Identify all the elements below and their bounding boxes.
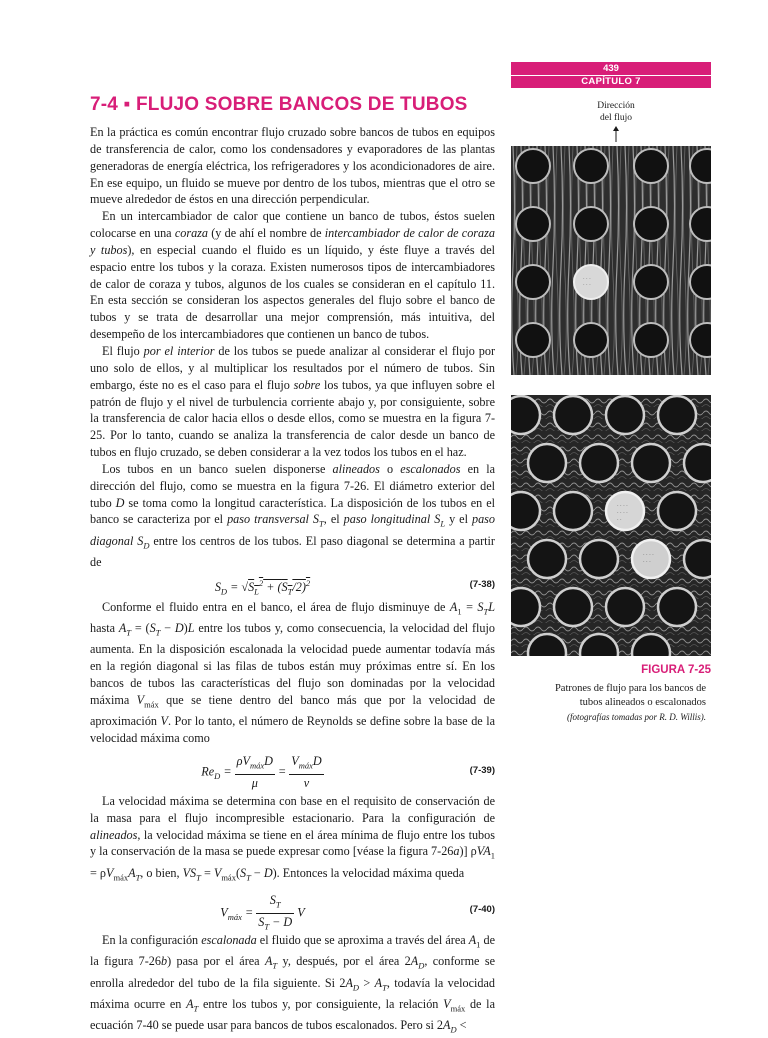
paragraph: El flujo por el interior de los tubos se puede analizar al considerar el flujo por uno solo de ellos, y al multiplicar los resultados por el número de tubos. Sin embargo, éste no es el caso para el flujo sobre los tubos, ya que influyen sobre el patrón de flujo y el nivel de turbulencia corriente abajo y, por consiguiente, sobre la transferencia de calor hacia ellos o desde ellos, como se muestra en la figura 7-25. Por lo tanto, cuando se analiza la transferencia de calor desde un banco de tubos en flujo cruzado, se deben considerar a la vez todos los tubos en el haz. bbox=[90, 343, 496, 460]
equation-number: (7-38) bbox=[469, 578, 495, 590]
photo-staggered-tube-bank bbox=[511, 395, 711, 656]
flow-arrow-icon bbox=[612, 126, 620, 142]
flow-label-line: del flujo bbox=[600, 112, 632, 123]
paragraph: La velocidad máxima se determina con base en el requisito de conservación de la masa para el flujo incompresible estacionario. Para la configuración de alineados, la velocidad máxima se tiene en el área mínima de flujo entre los tubos y la conservación de la masa se puede expresar como [véase la figura 7-26a)] $\rho VA_1 = \rho V_{máx}A_T$, o bien, $VS_T = V_{máx}(S_T - D)$. Entonces la velocidad máxima queda bbox=[90, 793, 495, 883]
figure-title: FIGURA 7-25 bbox=[641, 664, 711, 676]
svg-text:· · ·: · · · bbox=[583, 276, 591, 282]
figure-caption bbox=[511, 682, 706, 724]
flow-direction-label bbox=[561, 101, 671, 124]
page-number: 439 bbox=[603, 63, 619, 74]
body-text bbox=[90, 124, 495, 1038]
section-title: 7-4 ▪ FLUJO SOBRE BANCOS DE TUBOS bbox=[90, 94, 468, 115]
svg-text:· · ·: · · · bbox=[583, 282, 591, 288]
paragraph: Los tubos en un banco suelen disponerse alineados o escalonados en la dirección del flujo, como se muestra en la figura 7-26. El diámetro exterior del tubo D se toma como la longitud característica. La disposición de los tubos en el banco se caracteriza por el paso transversal $S_T$, el paso longitudinal $S_L$ y el paso diagonal $S_D$ entre los centros de los tubos. El paso diagonal se determina a partir de bbox=[90, 461, 496, 569]
paragraph: Conforme el fluido entra en el banco, el área de flujo disminuye de $A_1 = S_TL$ hasta $A_T = (S_T - D)L$ entre los tubos y, como consecuencia, la velocidad del flujo aumenta. En la disposición escalonada la velocidad puede aumentar todavía más en la región diagonal si las filas de tubos están muy próximas entre sí. En los bancos de tubos las características del flujo son dominadas por la velocidad máxima $V_{máx}$ que se tiene dentro del banco más que por la velocidad de aproximación V. Por lo tanto, el número de Reynolds se define sobre la base de la velocidad máxima como bbox=[90, 599, 495, 746]
caption-line: tubos alineados o escalonados bbox=[579, 697, 706, 708]
equation-7-39: $Re_D$ = $\frac{\rho V_{máx}D}{\mu}$ = $\frac{V_{máx}D}{\nu}$ (7-39) bbox=[201, 753, 495, 791]
paragraph: En la configuración escalonada el fluido que se aproxima a través del área $A_1$ de la figura 7-26b) pasa por el área $A_T$ y, después, por el área $2A_D$, conforme se enrolla alrededor del tubo de la fila siguiente. Si $2A_D > A_T$, todavía la velocidad máxima ocurre en $A_T$ entre los tubos y, por consiguiente, la relación $V_{máx}$ de la ecuación 7-40 se puede usar para bancos de tubos escalonados. Pero si $2A_D$ < bbox=[90, 932, 496, 1035]
photo-inline-tube-bank bbox=[511, 146, 711, 375]
chapter-label: CAPÍTULO 7 bbox=[581, 76, 641, 87]
equation-7-40: $V_{máx}$ = $\frac{S_T}{S_T - D}$ V (7-40) bbox=[220, 892, 495, 932]
svg-text:· ·: · · bbox=[617, 517, 622, 523]
svg-text:· · ·: · · · bbox=[643, 559, 651, 565]
caption-line: Patrones de flujo para los bancos de bbox=[554, 683, 706, 694]
svg-text:· · · ·: · · · · bbox=[643, 552, 654, 558]
svg-text:· · · ·: · · · · bbox=[617, 503, 628, 509]
equation-number: (7-40) bbox=[469, 903, 495, 915]
flow-label-line: Dirección bbox=[597, 101, 635, 111]
paragraph: En la práctica es común encontrar flujo cruzado sobre bancos de tubos en equipos de transferencia de calor, como los condensadores y evaporadores de las plantas generadoras de energía eléctrica, los refrigeradores y los acondicionadores de aire. En ese equipo, un fluido se mueve por dentro de los tubos, mientras que el otro se mueve alrededor de éstos en una dirección perpendicular. bbox=[90, 125, 495, 207]
svg-text:· · · ·: · · · · bbox=[617, 510, 628, 516]
equation-7-38: $S_D = √S_L^2 + (S_T/2)^2$ (7-38) bbox=[214, 577, 495, 597]
figure-credit: (fotografías tomadas por R. D. Willis). bbox=[566, 712, 706, 722]
paragraph: En un intercambiador de calor que contiene un banco de tubos, éstos suelen colocarse en una coraza (y de ahí el nombre de intercambiador de calor de coraza y tubos), en especial cuando el fluido es un líquido, y éste fluye a través del espacio entre los tubos y la coraza. Existen numerosos tipos de intercambiadores de calor de coraza y tubos, algunos de los cuales se consideran en el capítulo 11. En esta sección se consideran los aspectos generales del flujo sobre el banco de tubos y se trata de desarrollar una mejor comprensión, más intuitiva, del desempeño de los intercambiadores que contienen un banco de tubos. bbox=[90, 209, 495, 342]
equation-number: (7-39) bbox=[469, 764, 495, 776]
